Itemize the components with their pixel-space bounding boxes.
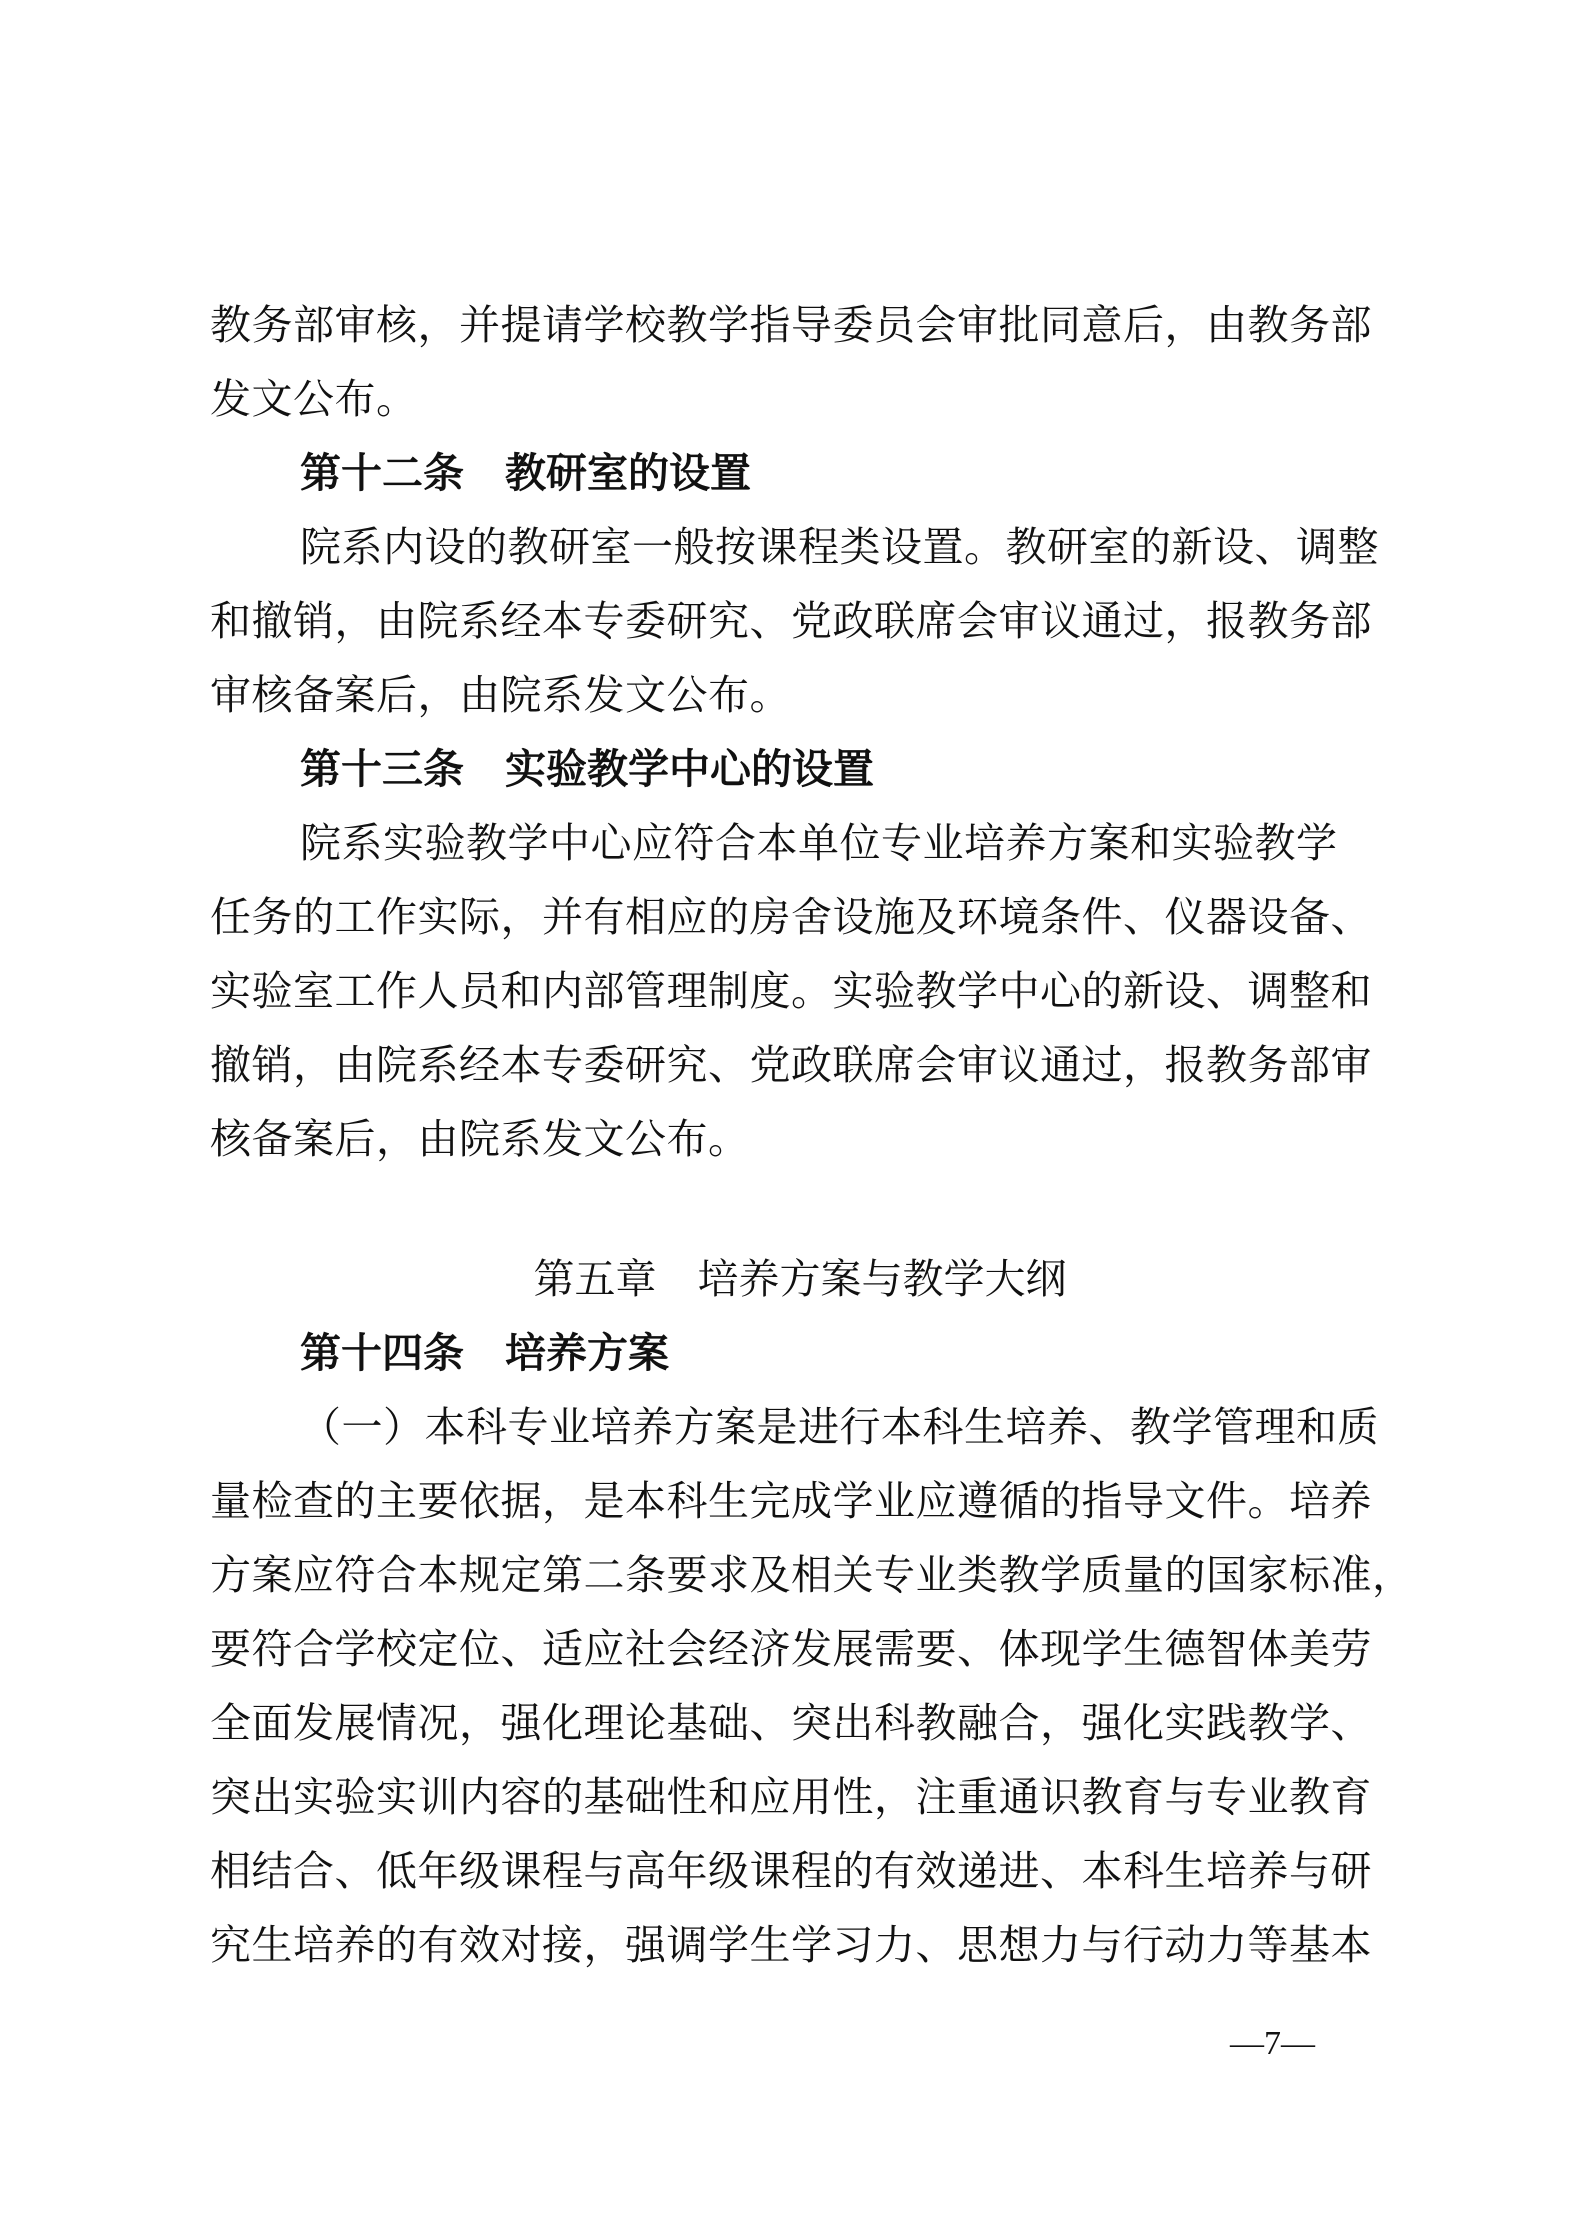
text-line: 究生培养的有效对接，强调学生学习力、思想力与行动力等基本	[210, 1921, 1372, 1969]
text-line: 发文公布。	[210, 375, 418, 423]
article-13-heading: 第十三条 实验教学中心的设置	[300, 745, 874, 793]
text-line: 审核备案后，由院系发文公布。	[210, 671, 791, 719]
text-line: 撤销，由院系经本专委研究、党政联席会审议通过，报教务部审	[210, 1041, 1372, 1089]
document-body	[210, 288, 1414, 1982]
text-line: 教务部审核，并提请学校教学指导委员会审批同意后，由教务部	[210, 301, 1372, 349]
text-line: 方案应符合本规定第二条要求及相关专业类教学质量的国家标准，	[210, 1551, 1414, 1599]
text-line: 任务的工作实际，并有相应的房舍设施及环境条件、仪器设备、	[210, 893, 1372, 941]
article-12-heading: 第十二条 教研室的设置	[300, 449, 751, 497]
text-line: 核备案后，由院系发文公布。	[210, 1115, 750, 1163]
text-line: （一）本科专业培养方案是进行本科生培养、教学管理和质	[300, 1403, 1379, 1451]
article-14-heading: 第十四条 培养方案	[300, 1329, 669, 1377]
text-line: 相结合、低年级课程与高年级课程的有效递进、本科生培养与研	[210, 1847, 1372, 1895]
text-line: 实验室工作人员和内部管理制度。实验教学中心的新设、调整和	[210, 967, 1372, 1015]
page-number: —7—	[1230, 2025, 1315, 2062]
text-line: 院系实验教学中心应符合本单位专业培养方案和实验教学	[300, 819, 1338, 867]
text-line: 和撤销，由院系经本专委研究、党政联席会审议通过，报教务部	[210, 597, 1372, 645]
text-line: 突出实验实训内容的基础性和应用性，注重通识教育与专业教育	[210, 1773, 1372, 1821]
chapter-5-title: 第五章 培养方案与教学大纲	[533, 1255, 1067, 1303]
text-line: 要符合学校定位、适应社会经济发展需要、体现学生德智体美劳	[210, 1625, 1372, 1673]
text-line: 院系内设的教研室一般按课程类设置。教研室的新设、调整	[300, 523, 1379, 571]
text-line: 量检查的主要依据，是本科生完成学业应遵循的指导文件。培养	[210, 1477, 1372, 1525]
text-line: 全面发展情况，强化理论基础、突出科教融合，强化实践教学、	[210, 1699, 1372, 1747]
